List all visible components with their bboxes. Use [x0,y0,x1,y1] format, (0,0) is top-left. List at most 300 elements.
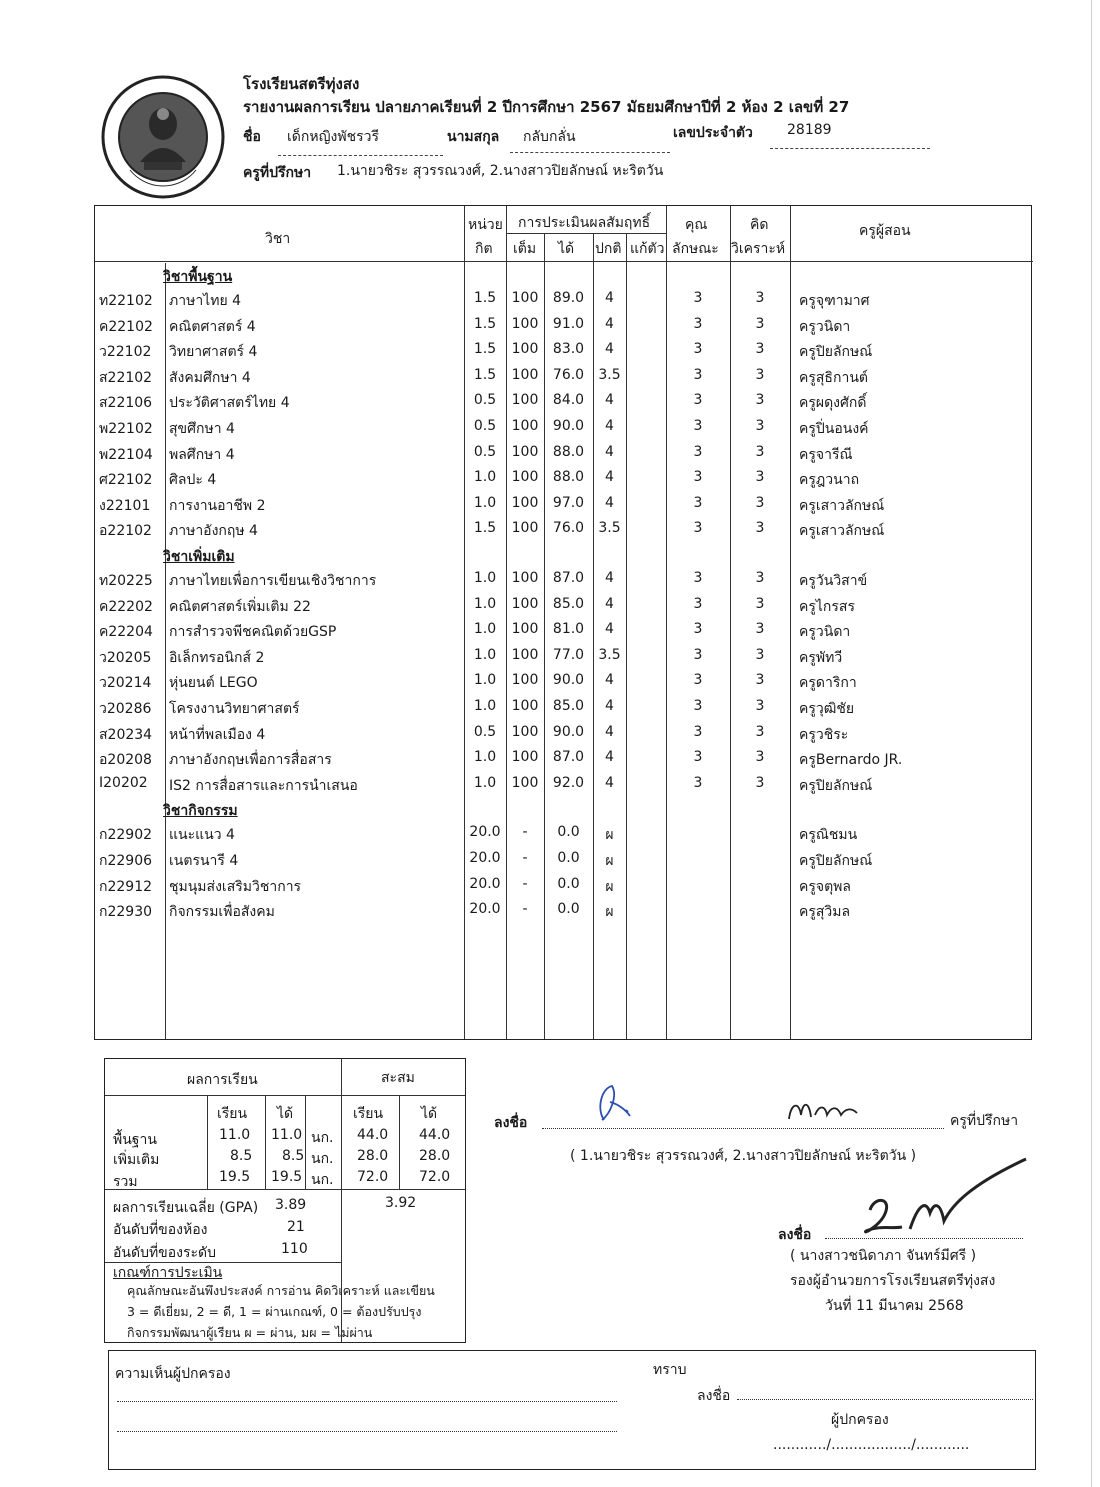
criteria-line: 3 = ดีเยี่ยม, 2 = ดี, 1 = ผ่านเกณฑ์, 0 = ต้องปรับปรุง [127,1304,422,1319]
subject-name: สังคมศึกษา 4 [169,369,251,386]
summary-result-label: ผลการเรียน [187,1072,258,1088]
char-score: 3 [693,290,703,306]
subject-name: การงานอาชีพ 2 [169,497,266,514]
full-score: 100 [511,595,539,612]
teacher-name: ครูวุฒิชัย [799,701,855,717]
grades-table [94,205,1032,1040]
teacher-name: ครูณิชมน [799,827,858,844]
grade: 4 [605,621,614,638]
report-date: วันที่ 11 มีนาคม 2568 [825,1298,964,1314]
student-name: เด็กหญิงพัชรวรี [287,129,379,145]
table-row [95,824,1033,848]
section-title-text: วิชาพื้นฐาน [163,269,233,285]
full-score: 100 [511,341,539,358]
table-row [95,520,1033,544]
score: 0.0 [557,901,580,918]
subject-name: ภาษาอังกฤษเพื่อการสื่อสาร [169,752,332,769]
full-score: 100 [511,698,539,714]
summary-row-label: เพิ่มเติม [113,1152,160,1168]
teacher-name: ครูวชิระ [799,726,849,743]
grade: 4 [605,392,614,409]
score: 88.0 [552,469,585,486]
full-score: 100 [511,315,539,332]
credit: 1.0 [473,646,497,663]
subject-code: ก22906 [99,853,153,869]
table-row [95,418,1033,442]
subject-code: ส22106 [99,395,153,412]
full-score: 100 [511,570,539,586]
teacher-name: ครูวันวิสาข์ [799,573,868,589]
subject-code: ว20214 [99,675,152,692]
subject-code: ท20225 [99,573,153,589]
char-score: 3 [693,698,703,714]
char-score: 3 [693,341,703,358]
surname-label: นามสกุล [447,129,500,145]
th-fix: แก้ตัว [630,241,665,257]
teacher-name: ครูBernardo JR. [799,752,903,769]
table-row [95,570,1033,594]
subject-code: ก22930 [99,904,153,921]
parent-label: ผู้ปกครอง [831,1412,889,1428]
summary-cum-study: 72.0 [357,1169,389,1185]
teacher-name: ครูวนิดา [799,624,851,641]
credit: 20.0 [469,875,501,892]
score: 87.0 [552,570,585,586]
grade: 4 [605,749,614,766]
score: 0.0 [557,850,580,866]
subject-name: ภาษาไทยเพื่อการเขียนเชิงวิชาการ [169,573,377,589]
credit: 1.5 [473,366,497,383]
summary-box [104,1058,466,1343]
full-score: - [522,850,528,866]
score: 83.0 [552,341,585,358]
grade: ผ [605,878,614,895]
teacher-name: ครูดาริกา [799,675,857,692]
subject-name: อิเล็กทรอนิกส์ 2 [169,649,265,666]
summary-cum-got-head: ได้ [421,1106,438,1122]
teacher-name: ครูวนิดา [799,318,851,335]
think-score: 3 [755,723,765,740]
subject-code: ค22204 [99,624,153,641]
subject-code: อ20208 [99,752,152,769]
subject-name: ศิลปะ 4 [169,472,217,489]
subject-code: ว20205 [99,649,152,666]
table-row [95,901,1033,925]
score: 0.0 [557,875,580,892]
think-score: 3 [755,774,765,791]
th-char-top: คุณ [685,217,708,233]
grade: 4 [605,698,614,714]
grade: 4 [605,418,614,434]
table-row [95,367,1033,391]
advisor-sign-label: ลงชื่อ [494,1115,528,1131]
think-score: 3 [755,315,765,332]
score: 76.0 [552,366,585,383]
grade: 4 [605,595,614,612]
full-score: - [522,824,528,841]
credit: 1.0 [473,621,497,638]
score: 76.0 [552,520,585,537]
grade: 4 [605,774,614,791]
criteria-title: เกณฑ์การประเมิน [113,1265,223,1281]
char-score: 3 [693,392,703,409]
report-title: รายงานผลการเรียน ปลายภาคเรียนที่ 2 ปีการศึกษา 2567 มัธยมศึกษาปีที่ 2 ห้อง 2 เลขที่ 27 [243,98,850,116]
summary-cum-study-head: เรียน [353,1106,384,1122]
name-label: ชื่อ [243,129,261,145]
parent-date-line: ............/................../............ [773,1437,970,1453]
grade: ผ [605,904,614,921]
char-score: 3 [693,621,703,638]
full-score: - [522,901,528,918]
teacher-name: ครูผดุงศักดิ์ [799,395,867,412]
page-edge [1091,0,1092,1487]
subject-code: I20202 [99,774,148,791]
grade: 4 [605,341,614,358]
th-unit-bottom: กิต [475,241,493,257]
think-score: 3 [755,621,765,638]
teacher-name: ครูสุวิมล [799,904,851,921]
school-seal [100,74,226,200]
table-row [95,469,1033,493]
subject-name: คณิตศาสตร์ 4 [169,318,256,335]
advisor-role: ครูที่ปรึกษา [950,1113,1019,1129]
credit: 1.0 [473,469,497,486]
parent-box [108,1350,1036,1470]
table-row [95,341,1033,365]
score: 90.0 [552,723,585,740]
parent-opinion-label: ความเห็นผู้ปกครอง [115,1366,231,1382]
th-think-top: คิด [750,217,769,233]
teacher-name: ครูเสาวลักษณ์ [799,523,885,540]
char-score: 3 [693,443,703,460]
think-score: 3 [755,469,765,486]
score: 90.0 [552,418,585,434]
student-id-label: เลขประจำตัว [673,125,753,141]
table-row [95,672,1033,696]
table-row [95,647,1033,671]
teacher-name: ครูเสาวลักษณ์ [799,497,885,514]
score: 0.0 [557,824,580,841]
credit: 20.0 [469,824,501,841]
summary-cumulative-label: สะสม [381,1070,415,1086]
advisor-names: 1.นายวชิระ สุวรรณวงศ์, 2.นางสาวปิยลักษณ์ หะริตวัน [337,163,664,179]
char-score: 3 [693,646,703,663]
th-assessment: การประเมินผลสัมฤทธิ์ [518,215,651,231]
char-score: 3 [693,469,703,486]
table-row [95,698,1033,722]
grade: 3.5 [598,366,621,383]
section-title [95,266,1033,290]
teacher-name: ครูปิยลักษณ์ [799,853,873,869]
level-rank-label: อันดับที่ของระดับ [113,1245,217,1261]
subject-name: ประวัติศาสตร์ไทย 4 [169,395,290,412]
subject-code: ค22102 [99,318,153,335]
think-score: 3 [755,290,765,306]
teacher-name: ครูปิยลักษณ์ [799,777,873,794]
parent-ack-label: ทราบ [653,1362,687,1378]
table-row [95,444,1033,468]
advisor-names-sign: ( 1.นายวชิระ สุวรรณวงศ์, 2.นางสาวปิยลักษณ์ หะริตวัน ) [570,1148,917,1164]
subject-name: สุขศึกษา 4 [169,421,235,437]
subject-code: ศ22102 [99,472,153,489]
grade: 3.5 [598,520,621,537]
credit: 20.0 [469,901,501,918]
table-row [95,621,1033,645]
grade: 4 [605,290,614,306]
th-char-bottom: ลักษณะ [672,241,719,257]
summary-study-head: เรียน [217,1106,248,1122]
grade: 4 [605,315,614,332]
subject-name: กิจกรรมเพื่อสังคม [169,904,275,921]
char-score: 3 [693,749,703,766]
credit: 1.0 [473,595,497,612]
subject-name: หน้าที่พลเมือง 4 [169,726,266,743]
advisor-signature-2 [785,1093,865,1125]
advisor-signature-1 [590,1080,640,1128]
section-title-text: วิชากิจกรรม [163,803,238,820]
summary-row-label: รวม [113,1174,138,1190]
credit: 0.5 [473,443,497,460]
summary-cum-got: 44.0 [419,1127,451,1143]
subject-name: แนะแนว 4 [169,827,235,844]
think-score: 3 [755,366,765,383]
credit: 0.5 [473,392,497,409]
credit: 0.5 [473,418,497,434]
summary-got: 11.0 [271,1127,303,1143]
credit: 1.0 [473,774,497,791]
credit: 1.0 [473,570,497,586]
gpa-label: ผลการเรียนเฉลี่ย (GPA) [113,1200,259,1216]
student-id: 28189 [787,122,832,138]
think-score: 3 [755,698,765,714]
full-score: 100 [511,723,539,740]
subject-name: ชุมนุมส่งเสริมวิชาการ [169,878,302,895]
full-score: 100 [511,290,539,306]
think-score: 3 [755,418,765,434]
table-row [95,876,1033,900]
summary-got-head: ได้ [277,1106,294,1122]
credit: 1.0 [473,698,497,714]
subject-name: เนตรนารี 4 [169,853,239,869]
table-row [95,316,1033,340]
credit: 0.5 [473,723,497,740]
score: 92.0 [552,774,585,791]
level-rank: 110 [281,1241,308,1257]
subject-name: ภาษาอังกฤษ 4 [169,523,258,540]
criteria-line: กิจกรรมพัฒนาผู้เรียน ผ = ผ่าน, มผ = ไม่ผ่าน [127,1325,373,1340]
subject-name: คณิตศาสตร์เพิ่มเติม 22 [169,598,311,615]
char-score: 3 [693,315,703,332]
score: 77.0 [552,646,585,663]
advisor-label: ครูที่ปรึกษา [243,165,312,181]
score: 89.0 [552,290,585,306]
subject-name: พลศึกษา 4 [169,446,235,463]
table-row [95,392,1033,416]
subject-code: ท22102 [99,293,153,309]
summary-got: 8.5 [282,1148,305,1164]
subject-name: วิทยาศาสตร์ 4 [169,344,258,361]
think-score: 3 [755,646,765,663]
credit: 1.5 [473,520,497,537]
char-score: 3 [693,366,703,383]
grade: 4 [605,469,614,486]
think-score: 3 [755,595,765,612]
full-score: 100 [511,443,539,460]
school-name: โรงเรียนสตรีทุ่งสง [243,75,360,93]
th-teacher: ครูผู้สอน [859,223,911,239]
th-unit-top: หน่วย [468,217,503,233]
summary-row-label: พื้นฐาน [113,1132,157,1148]
score: 85.0 [552,698,585,714]
credit: 1.5 [473,315,497,332]
teacher-name: ครูปิ่นอนงค์ [799,421,869,437]
table-row [95,775,1033,799]
think-score: 3 [755,494,765,511]
grade: 4 [605,723,614,740]
director-role: รองผู้อำนวยการโรงเรียนสตรีทุ่งสง [790,1273,996,1289]
char-score: 3 [693,774,703,791]
summary-unit: นก. [311,1151,334,1167]
criteria-line: คุณลักษณะอันพึงประสงค์ การอ่าน คิดวิเคราะห์ และเขียน [127,1283,435,1298]
char-score: 3 [693,595,703,612]
teacher-name: ครูไกรสร [799,598,855,615]
score: 91.0 [552,315,585,332]
subject-code: อ22102 [99,523,152,540]
summary-unit: นก. [311,1130,334,1146]
think-score: 3 [755,392,765,409]
class-rank: 21 [287,1219,305,1235]
subject-code: ค22202 [99,598,153,615]
score: 85.0 [552,595,585,612]
section-title-text: วิชาเพิ่มเติม [163,549,235,565]
think-score: 3 [755,341,765,358]
subject-code: ก22912 [99,878,153,895]
subject-name: IS2 การสื่อสารและการนำเสนอ [169,777,358,794]
table-row [95,724,1033,748]
credit: 20.0 [469,850,501,866]
full-score: 100 [511,774,539,791]
summary-got: 19.5 [271,1169,303,1185]
grade: 3.5 [598,646,621,663]
think-score: 3 [755,520,765,537]
subject-code: ส20234 [99,726,153,743]
grade: 4 [605,443,614,460]
director-sign-label: ลงชื่อ [778,1227,812,1243]
think-score: 3 [755,749,765,766]
class-rank-label: อันดับที่ของห้อง [113,1222,208,1238]
score: 84.0 [552,392,585,409]
summary-study: 11.0 [219,1127,251,1143]
subject-code: พ22104 [99,446,153,463]
table-row [95,596,1033,620]
char-score: 3 [693,520,703,537]
parent-sign-label: ลงชื่อ [697,1388,731,1404]
subject-name: ภาษาไทย 4 [169,293,242,309]
director-name: ( นางสาวชนิดาภา จันทร์มีศรี ) [790,1248,977,1264]
teacher-name: ครูปิยลักษณ์ [799,344,873,361]
subject-name: การสำรวจพีชคณิตด้วยGSP [169,624,337,641]
th-think-bottom: วิเคราะห์ [731,241,786,257]
full-score: 100 [511,621,539,638]
table-row [95,290,1033,314]
subject-code: ง22101 [99,497,151,514]
char-score: 3 [693,494,703,511]
full-score: 100 [511,418,539,434]
full-score: 100 [511,469,539,486]
th-normal: ปกติ [595,241,622,257]
full-score: - [522,875,528,892]
full-score: 100 [511,520,539,537]
full-score: 100 [511,366,539,383]
th-subject: วิชา [265,231,291,247]
teacher-name: ครูพัทวี [799,649,843,666]
grade: ผ [605,827,614,844]
student-surname: กลับกลั่น [523,129,576,145]
subject-code: ส22102 [99,369,153,386]
full-score: 100 [511,749,539,766]
summary-cum-got: 28.0 [419,1148,451,1164]
score: 87.0 [552,749,585,766]
think-score: 3 [755,570,765,586]
score: 88.0 [552,443,585,460]
teacher-name: ครูจตุพล [799,878,851,895]
credit: 1.0 [473,672,497,689]
table-row [95,850,1033,874]
subject-code: ก22902 [99,827,153,844]
section-title [95,546,1033,570]
grade: 4 [605,494,614,511]
summary-unit: นก. [311,1172,334,1188]
summary-study: 8.5 [230,1148,253,1164]
teacher-name: ครูฎวนาถ [799,472,860,489]
think-score: 3 [755,672,765,689]
summary-cum-study: 44.0 [357,1127,389,1143]
summary-study: 19.5 [219,1169,251,1185]
credit: 1.0 [473,494,497,511]
th-got: ได้ [558,241,575,257]
table-row [95,749,1033,773]
score: 90.0 [552,672,585,689]
gpa-value: 3.89 [275,1197,307,1213]
table-row [95,495,1033,519]
subject-name: โครงงานวิทยาศาสตร์ [169,701,300,717]
teacher-name: ครูจุฑามาศ [799,293,870,309]
grade: ผ [605,853,614,869]
subject-code: พ22102 [99,421,153,437]
think-score: 3 [755,443,765,460]
char-score: 3 [693,418,703,434]
cum-gpa-value: 3.92 [385,1195,417,1211]
teacher-name: ครูจารีณี [799,446,853,463]
grade: 4 [605,672,614,689]
credit: 1.5 [473,290,497,306]
full-score: 100 [511,646,539,663]
summary-cum-study: 28.0 [357,1148,389,1164]
subject-code: ว22102 [99,344,152,361]
subject-name: หุ่นยนต์ LEGO [169,675,258,692]
section-title [95,800,1033,824]
score: 81.0 [552,621,585,638]
subject-code: ว20286 [99,701,152,717]
teacher-name: ครูสุธิกานต์ [799,369,868,386]
full-score: 100 [511,494,539,511]
char-score: 3 [693,570,703,586]
credit: 1.5 [473,341,497,358]
full-score: 100 [511,392,539,409]
score: 97.0 [552,494,585,511]
credit: 1.0 [473,749,497,766]
full-score: 100 [511,672,539,689]
